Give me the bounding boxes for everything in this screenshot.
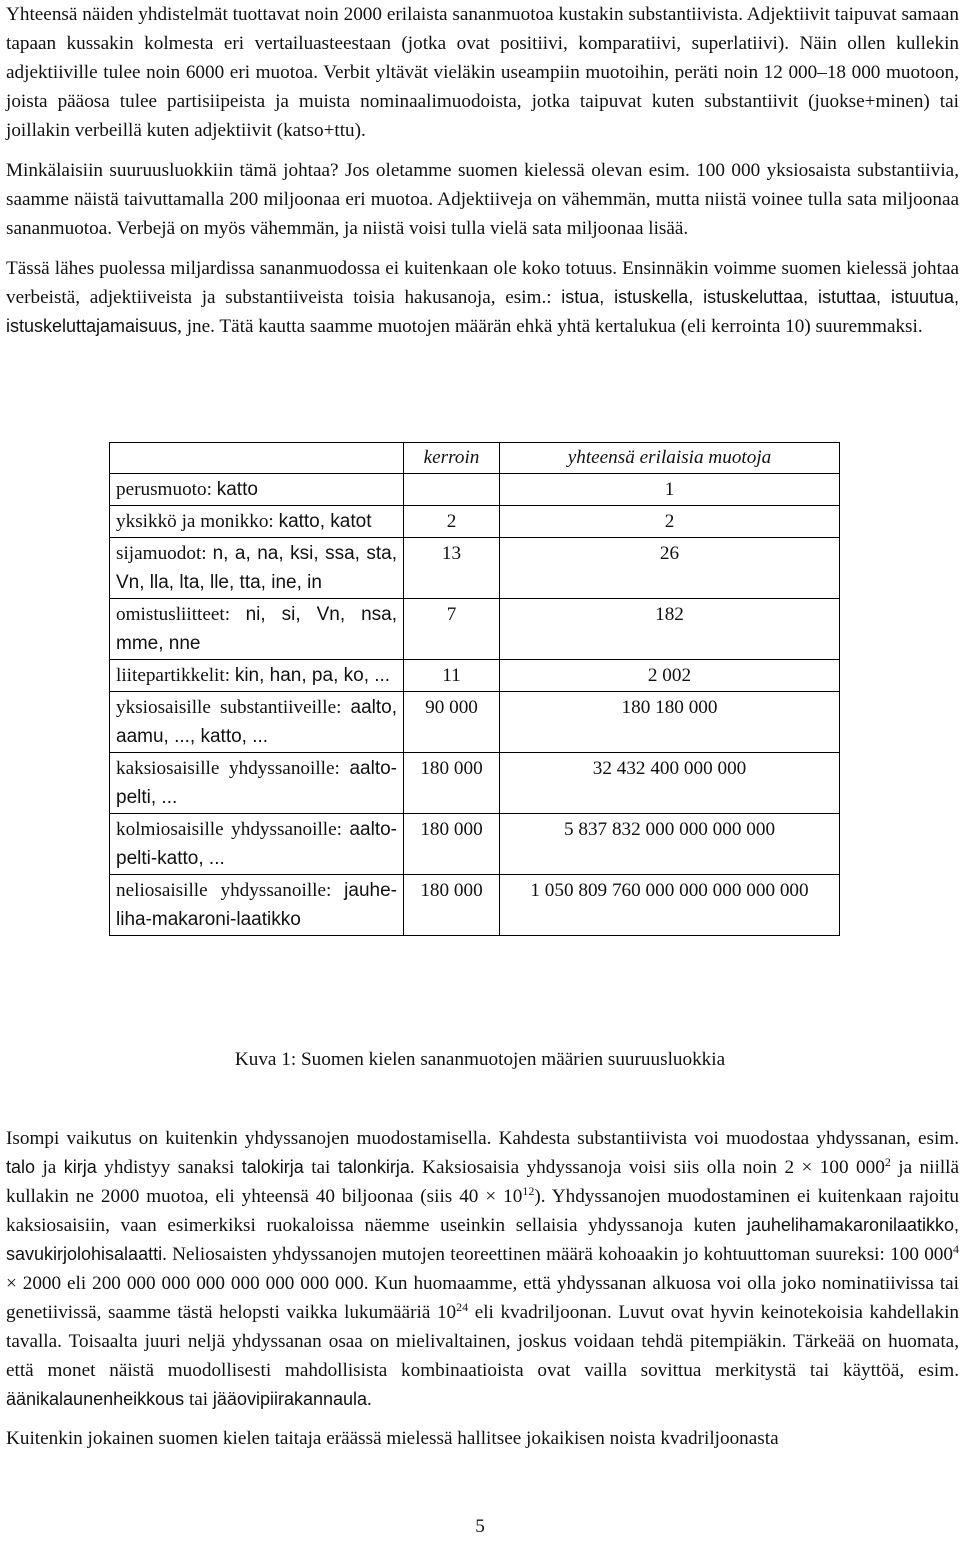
example-word: äänikalaunenheikkous xyxy=(6,1389,185,1409)
paragraph-text: . Neliosaisten yhdyssanojen mutojen teoreettinen määrä kohoaakin jo kohtuuttoman suureksi: 100 000 xyxy=(162,1244,953,1265)
header-kerroin: kerroin xyxy=(404,443,500,474)
row-label: omistusliitteet: xyxy=(116,604,231,625)
row-kerroin xyxy=(404,474,500,506)
row-label: kolmiosaisille yhdyssanoille: xyxy=(116,819,342,840)
row-label: sijamuodot: xyxy=(116,543,207,564)
row-example: aalto, aamu, ..., katto, ... xyxy=(116,697,398,747)
row-example: aalto-pelti-katto, ... xyxy=(116,819,398,869)
word-forms-table xyxy=(109,442,840,936)
page-number: 5 xyxy=(475,1516,485,1537)
paragraph-text: Isompi vaikutus on kuitenkin yhdyssanojen muodostamisella. Kahdesta substantiivista voi muodostaa yhdyssanan, esim. xyxy=(6,1128,959,1149)
row-label: perusmuoto: xyxy=(116,479,212,500)
row-total: 2 002 xyxy=(500,660,840,692)
paragraph-final xyxy=(6,1424,959,1453)
paragraph-text: yhdistyy sanaksi xyxy=(96,1157,242,1178)
row-kerroin: 180 000 xyxy=(404,814,500,875)
row-total: 2 xyxy=(500,506,840,538)
row-kerroin: 180 000 xyxy=(404,875,500,936)
example-word: kirja xyxy=(63,1157,97,1177)
paragraph-text: Tässä lähes puolessa miljardissa sananmuodossa ei kuitenkaan ole koko totuus. Ensinnäkin voimme suomen kielessä johtaa verbeistä, adjektiiveista ja substantiiveista toisia hakusanoja, esim.: xyxy=(6,258,959,308)
table-row xyxy=(110,692,840,753)
row-label: yksikkö ja monikko: xyxy=(116,511,274,532)
row-example: ni, si, Vn, nsa, mme, nne xyxy=(116,604,397,654)
row-example: katto, katot xyxy=(278,511,372,532)
paragraph-text: , jne. Tätä kautta saamme muotojen määrän ehkä yhtä kertalukua (eli kerrointa 10) suuremmaksi. xyxy=(177,316,923,337)
example-words: istua, istuskella, istuskeluttaa, istuttaa, istuutua, istuskeluttajamaisuus xyxy=(6,287,959,336)
row-kerroin: 11 xyxy=(404,660,500,692)
row-example: katto xyxy=(216,479,258,500)
row-total: 1 050 809 760 000 000 000 000 000 xyxy=(500,875,840,936)
paragraph-text: Minkälaisiin suuruusluokkiin tämä johtaa? Jos oletamme suomen kielessä olevan esim. 100 000 yksiosaista substantiivia, saamme näistä taivuttamalla 200 miljoonaa eri muotoa. Adjektiiveja on vähemmän, mutta niistä voinee tulla sata miljoonaa sananmuotoa. Verbejä on myös vähemmän, ja niistä voisi tulla vielä sata miljoonaa lisää. xyxy=(6,160,959,239)
figure-caption: Kuva 1: Suomen kielen sananmuotojen määrien suuruusluokkia xyxy=(234,1049,726,1070)
row-kerroin: 180 000 xyxy=(404,753,500,814)
row-total: 5 837 832 000 000 000 000 xyxy=(500,814,840,875)
header-empty xyxy=(110,443,404,474)
row-total: 180 180 000 xyxy=(500,692,840,753)
row-kerroin: 90 000 xyxy=(404,692,500,753)
paragraph-text: Kuitenkin jokainen suomen kielen taitaja eräässä mielessä hallitsee jokaikisen noista kvadriljoonasta xyxy=(6,1428,779,1449)
exponent: 4 xyxy=(953,1242,959,1256)
header-total: yhteensä erilaisia muotoja xyxy=(500,443,840,474)
row-label: yksiosaisille substantiiveille: xyxy=(116,697,342,718)
row-label: neliosaisille yhdyssanoille: xyxy=(116,880,332,901)
row-example: n, a, na, ksi, ssa, sta, Vn, lla, lta, lle, tta, ine, in xyxy=(116,543,397,593)
exponent: 12 xyxy=(522,1184,535,1198)
paragraph-text: Yhteensä näiden yhdistelmät tuottavat noin 2000 erilaista sananmuotoa kustakin substantiivista. Adjektiivit taipuvat samaan tapaan kussakin kolmesta eri vertailuasteestaan (jotka ovat positiivi, komparatiivi, superlatiivi). Näin ollen kullekin adjektiiville tulee noin 6000 eri muotoa. Verbit yltävät vieläkin useampiin muotoihin, peräti noin 12 000–18 000 muotoon, joista pääosa tulee partisiipeista ja muista nominaalimuodoista, jotka taipuvat kuten substantiivit (juokse+minen) tai joillakin verbeillä kuten adjektiivit (katso+ttu). xyxy=(6,4,959,141)
row-example: kin, han, pa, ko, ... xyxy=(234,665,391,686)
paragraph-text: ja xyxy=(35,1157,64,1178)
paragraph-text: ja niillä kullakin ne 2000 muotoa, eli yhteensä 40 biljoonaa (siis 40 × 10 xyxy=(6,1157,959,1207)
paragraph-text: × 2000 eli 200 000 000 000 000 000 000 000. Kun huomaamme, että yhdyssanan alkuosa voi olla joko nominatiivissa tai genetiivissä, saamme tästä helopsti vaikka lukumääriä 10 xyxy=(6,1273,959,1323)
row-example: jauhe-liha-makaroni-laatikko xyxy=(116,880,397,930)
table-row xyxy=(110,753,840,814)
table-row xyxy=(110,474,840,506)
paragraph-text: ). Yhdyssanojen muodostaminen ei kuitenkaan rajoitu kaksiosaisiin, vaan esimerkiksi ruokaloissa näemme useinkin sellaisia yhdyssanoja kuten xyxy=(6,1186,959,1236)
row-total: 32 432 400 000 000 xyxy=(500,753,840,814)
exponent: 2 xyxy=(884,1155,891,1169)
table-row xyxy=(110,538,840,599)
example-word: jääovipiirakannaula xyxy=(212,1389,368,1409)
row-label: kaksiosaisille yhdyssanoille: xyxy=(116,758,340,779)
paragraph-text: eli kvadriljoonan. Luvut ovat hyvin keinotekoisia kahdellakin tavalla. Toisaalta juuri neljä yhdyssanan osaa on mielivaltainen, joskus voidaan tehdä pitempiäkin. Tärkeää on huomata, että monet näistä muodollisesti mahdollisista kombinaatioista ovat vailla sovittua merkitystä tai käyttöä, esim. xyxy=(6,1302,959,1381)
table-row xyxy=(110,506,840,538)
paragraph-compounds xyxy=(6,1124,959,1414)
paragraph-forms xyxy=(6,0,959,145)
document-body-lower xyxy=(6,1124,959,1453)
table-header-row xyxy=(110,443,840,474)
example-word: talo xyxy=(6,1157,36,1177)
row-total: 26 xyxy=(500,538,840,599)
row-kerroin: 7 xyxy=(404,599,500,660)
paragraph-magnitudes xyxy=(6,156,959,243)
row-example: aalto-pelti, ... xyxy=(116,758,397,808)
paragraph-text: tai xyxy=(303,1157,338,1178)
paragraph-text: tai xyxy=(184,1389,213,1410)
document-body xyxy=(6,0,959,341)
table-row xyxy=(110,814,840,875)
row-total: 182 xyxy=(500,599,840,660)
row-label: liitepartikkelit: xyxy=(116,665,231,686)
example-word: jauhelihamakaronilaatikko, savukirjolohisalaatti xyxy=(6,1215,959,1264)
row-kerroin: 2 xyxy=(404,506,500,538)
exponent: 24 xyxy=(456,1300,469,1314)
paragraph-text: . Kaksiosaisia yhdyssanoja voisi siis olla noin 2 × 100 000 xyxy=(409,1157,885,1178)
paragraph-derivations xyxy=(6,254,959,341)
table-row xyxy=(110,599,840,660)
table-row xyxy=(110,660,840,692)
row-total: 1 xyxy=(500,474,840,506)
paragraph-text: . xyxy=(367,1389,372,1410)
table-row xyxy=(110,875,840,936)
example-word: talonkirja xyxy=(337,1157,410,1177)
row-kerroin: 13 xyxy=(404,538,500,599)
example-word: talokirja xyxy=(241,1157,304,1177)
